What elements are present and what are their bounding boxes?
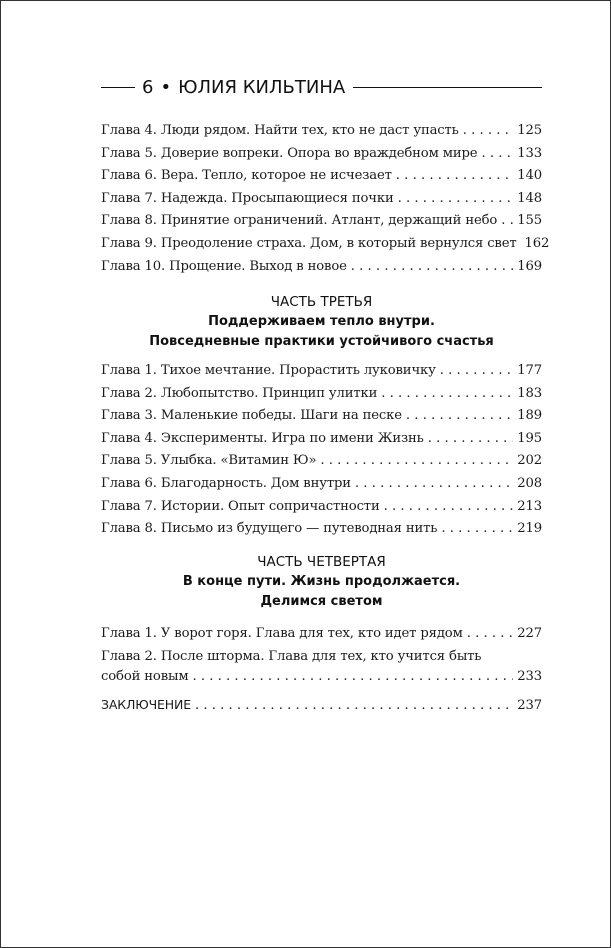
toc-entry-page: 237 [517, 698, 542, 713]
dot-leader [384, 496, 514, 519]
toc-entry-title: Глава 4. Эксперименты. Игра по имени Жизнь [101, 430, 424, 446]
header-separator: • [160, 76, 172, 98]
toc-entry-page: 155 [517, 213, 542, 229]
toc-entry-page: 177 [517, 363, 542, 378]
toc-entry-title: Глава 5. Улыбка. «Витамин Ю» [101, 453, 317, 469]
toc-entry[interactable] [101, 450, 542, 473]
dot-leader [351, 256, 513, 279]
toc-entry-title: Глава 7. Надежда. Просыпающиеся почки [101, 190, 394, 206]
toc-entry[interactable] [101, 405, 542, 428]
header-page-number: 6 [142, 76, 154, 98]
toc-entry-title: Глава 6. Благодарность. Дом внутри [101, 475, 351, 491]
toc-entry-title: Глава 2. Любопытство. Принцип улитки [101, 385, 378, 401]
toc-entry-page: 183 [517, 385, 542, 401]
toc-entry[interactable] [101, 623, 542, 646]
toc-entry[interactable] [101, 188, 542, 211]
part3-title-line2: Повседневные практики устойчивого счастья [149, 333, 494, 349]
toc-entry-conclusion[interactable] [101, 694, 542, 717]
toc-entry[interactable] [101, 120, 542, 143]
toc-entry[interactable] [101, 473, 542, 496]
part4-heading-block [101, 553, 542, 611]
toc-entry-page: 213 [517, 498, 542, 514]
toc-entry-page: 195 [517, 430, 542, 446]
toc-entry-title: Глава 5. Доверие вопреки. Опора во враждебном мире [101, 145, 478, 161]
toc-entry-page: 133 [517, 145, 542, 161]
toc-entry-title: Глава 1. Тихое мечтание. Прорастить луковичку [101, 363, 436, 378]
header-rule-right [353, 87, 542, 88]
toc-entry[interactable] [101, 518, 542, 541]
dot-leader [195, 695, 513, 718]
toc-entry-page: 202 [517, 453, 542, 469]
dot-leader [381, 383, 513, 406]
toc-entry[interactable] [101, 233, 550, 256]
part4-title-line1: В конце пути. Жизнь продолжается. [182, 574, 461, 589]
toc-entry-page: 169 [517, 258, 542, 274]
toc-entry-title: Глава 1. У ворот горя. Глава для тех, кто идет рядом [101, 626, 463, 641]
dot-leader [355, 473, 513, 496]
toc-entry-page: 219 [517, 521, 542, 537]
toc-entry-title: Глава 9. Преодоление страха. Дом, в который вернулся свет [101, 235, 517, 251]
toc-entry[interactable] [101, 496, 542, 519]
toc-entry[interactable] [101, 428, 542, 451]
toc-entry[interactable] [101, 383, 542, 406]
part3-title-line1: Поддерживаем тепло внутри. [208, 314, 435, 329]
toc-entry-page: 125 [517, 123, 542, 138]
toc-entry-title: Глава 8. Письмо из будущего — путеводная нить [101, 521, 438, 537]
toc-entry-page: 233 [517, 668, 542, 684]
part4-title-line2: Делимся светом [260, 593, 383, 609]
dot-leader [320, 450, 513, 473]
dot-leader [441, 518, 513, 541]
dot-leader [406, 405, 513, 428]
dot-leader [396, 165, 513, 188]
toc-entry-page: 162 [524, 235, 550, 251]
conclusion-entry-block [101, 694, 542, 717]
dot-leader [481, 143, 513, 166]
dot-leader [467, 623, 514, 646]
dot-leader [463, 120, 514, 143]
toc-entry-page: 140 [517, 168, 542, 184]
dot-leader [440, 360, 514, 383]
toc-entry-title-line1: Глава 2. После шторма. Глава для тех, кто учится быть [101, 648, 482, 664]
part4-heading: ЧАСТЬ ЧЕТВЕРТАЯ [257, 554, 386, 570]
toc-entry-title: ЗАКЛЮЧЕНИЕ [101, 697, 191, 712]
toc-entry[interactable] [101, 360, 542, 383]
part3-heading-block [101, 293, 542, 351]
header-rule-left [101, 87, 135, 88]
part3-heading: ЧАСТЬ ТРЕТЬЯ [270, 294, 373, 310]
dot-leader [501, 210, 513, 233]
toc-entry-page: 227 [517, 626, 542, 641]
toc-entry-title: Глава 6. Вера. Тепло, которое не исчезает [101, 168, 392, 184]
toc-entry[interactable] [101, 647, 542, 687]
toc-entry-title: Глава 8. Принятие ограничений. Атлант, держащий небо [101, 213, 498, 229]
toc-entry[interactable] [101, 143, 542, 166]
running-header [101, 74, 542, 100]
toc-entry-page: 208 [517, 475, 542, 491]
toc-entry-title-line2: собой новым [101, 668, 189, 684]
toc-entry-page: 148 [517, 190, 542, 206]
dot-leader [428, 428, 514, 451]
part2-toc-list [101, 120, 550, 278]
toc-entry-title: Глава 10. Прощение. Выход в новое [101, 258, 347, 274]
part3-toc-list [101, 360, 542, 541]
toc-entry[interactable] [101, 210, 542, 233]
toc-entry-title: Глава 4. Люди рядом. Найти тех, кто не даст упасть [101, 123, 459, 138]
part4-toc-list [101, 623, 542, 687]
toc-entry[interactable] [101, 165, 542, 188]
toc-entry-title: Глава 3. Маленькие победы. Шаги на песке [101, 408, 402, 424]
toc-entry[interactable] [101, 256, 542, 279]
header-author: ЮЛИЯ КИЛЬТИНА [178, 76, 346, 98]
dot-leader [192, 667, 513, 687]
dot-leader [398, 188, 514, 211]
toc-entry-page: 189 [517, 408, 542, 424]
toc-entry-title: Глава 7. Истории. Опыт сопричастности [101, 498, 380, 514]
